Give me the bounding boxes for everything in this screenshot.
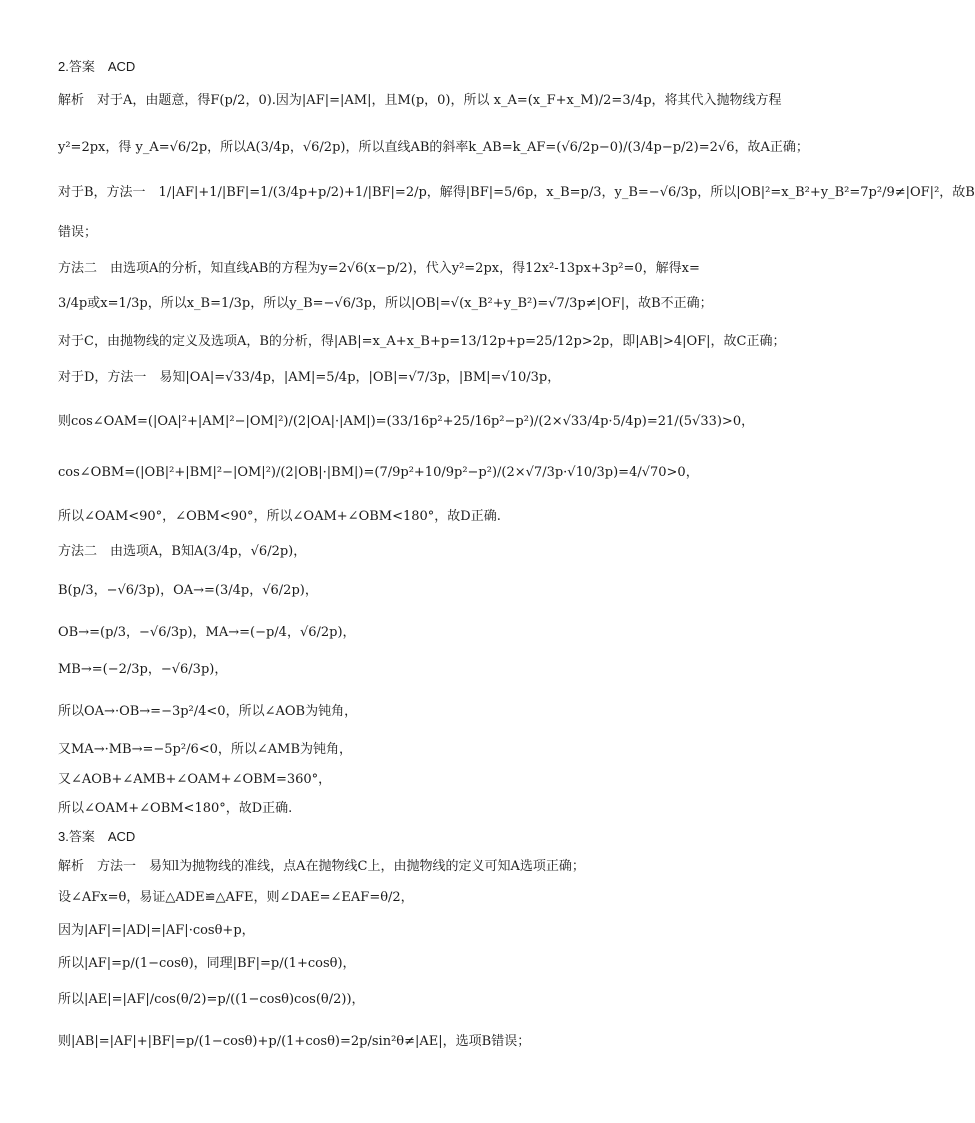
solution-line: 解析 方法一 易知l为抛物线的准线，点A在抛物线C上，由抛物线的定义可知A选项正确； [58,859,585,874]
solution-line: 对于D，方法一 易知|OA|=√33/4p，|AM|=5/4p，|OB|=√7/3p，|BM|=√10/3p， [58,370,561,385]
solution-line: 方法二 由选项A的分析，知直线AB的方程为y=2√6(x−p/2)，代入y²=2px，得12x²-13px+3p²=0，解得x= [58,261,700,276]
solution-line: 则cos∠OAM=(|OA|²+|AM|²−|OM|²)/(2|OA|·|AM|)=(33/16p²+25/16p²−p²)/(2×√33/4p·5/4p)=21/(5√33)>0， [58,414,755,429]
solution-line: MB→=(−2/3p，−√6/3p)， [58,662,228,677]
solution-line: 错误； [58,225,98,240]
solution-line: 又∠AOB+∠AMB+∠OAM+∠OBM=360°， [58,772,332,787]
answer-header-3: 3.答案 ACD [58,829,136,844]
solution-line: 所以OA→·OB→=−3p²/4<0，所以∠AOB为钝角， [58,704,358,719]
solution-line: 解析 对于A，由题意，得F(p/2，0).因为|AF|=|AM|，且M(p，0)，所以 x_A=(x_F+x_M)/2=3/4p，将其代入抛物线方程 [58,93,782,108]
solution-line: 设∠AFx=θ，易证△ADE≌△AFE，则∠DAE=∠EAF=θ/2， [58,890,414,905]
solution-line: 又MA→·MB→=−5p²/6<0，所以∠AMB为钝角， [58,742,353,757]
solution-line: 则|AB|=|AF|+|BF|=p/(1−cosθ)+p/(1+cosθ)=2p/sin²θ≠|AE|，选项B错误； [58,1034,531,1049]
solution-line: OB→=(p/3，−√6/3p)，MA→=(−p/4，√6/2p)， [58,625,356,640]
answer-header-2: 2.答案 ACD [58,59,136,74]
solution-line: 所以|AF|=p/(1−cosθ)，同理|BF|=p/(1+cosθ)， [58,956,356,971]
solution-line: 因为|AF|=|AD|=|AF|·cosθ+p， [58,923,255,938]
solution-line: y²=2px，得 y_A=√6/2p，所以A(3/4p，√6/2p)，所以直线AB的斜率k_AB=k_AF=(√6/2p−0)/(3/4p−p/2)=2√6，故A正确； [58,140,809,155]
solution-line: 所以|AE|=|AF|/cos(θ/2)=p/((1−cosθ)cos(θ/2))， [58,992,365,1007]
solution-line: 所以∠OAM+∠OBM<180°，故D正确. [58,801,293,816]
solution-line: 对于B，方法一 1/|AF|+1/|BF|=1/(3/4p+p/2)+1/|BF|=2/p，解得|BF|=5/6p，x_B=p/3，y_B=−√6/3p，所以|OB|²=x_B²+y_B²=7p²/9≠|OF|²，故B [58,185,975,200]
solution-line: B(p/3，−√6/3p)，OA→=(3/4p，√6/2p)， [58,583,318,598]
solution-line: cos∠OBM=(|OB|²+|BM|²−|OM|²)/(2|OB|·|BM|)=(7/9p²+10/9p²−p²)/(2×√7/3p·√10/3p)=4/√70>0， [58,465,699,480]
solution-line: 对于C，由抛物线的定义及选项A，B的分析，得|AB|=x_A+x_B+p=13/12p+p=25/12p>2p，即|AB|>4|OF|，故C正确； [58,334,786,349]
solution-line: 方法二 由选项A，B知A(3/4p，√6/2p)， [58,544,307,559]
solution-line: 3/4p或x=1/3p，所以x_B=1/3p，所以y_B=−√6/3p，所以|OB|=√(x_B²+y_B²)=√7/3p≠|OF|，故B不正确； [58,296,713,311]
solution-line: 所以∠OAM<90°，∠OBM<90°，所以∠OAM+∠OBM<180°，故D正确. [58,509,501,524]
